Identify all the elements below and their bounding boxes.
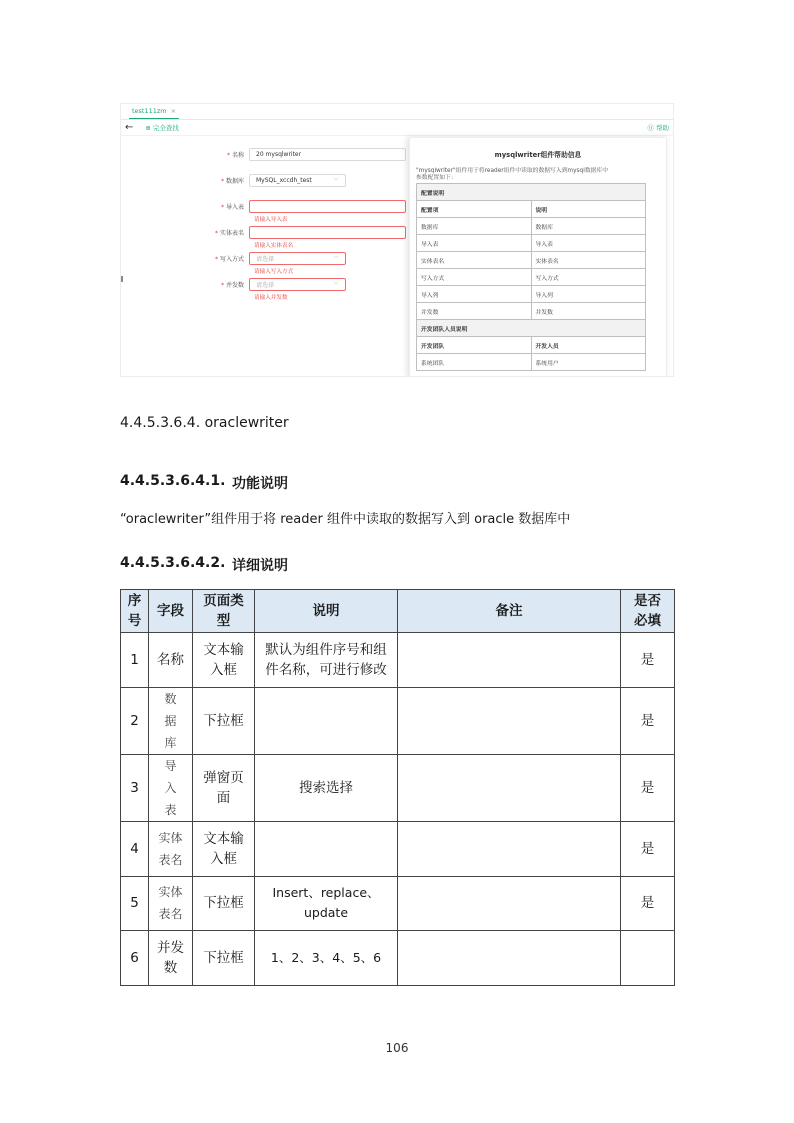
cell-required: 是 xyxy=(621,687,675,754)
header-cell: 是否必填 xyxy=(621,590,675,633)
tab-label: test111zm xyxy=(132,107,167,115)
write-mode-select[interactable]: 请选择 ﹀ xyxy=(249,252,346,265)
subsection-heading-function xyxy=(120,473,288,493)
cell-desc: 默认为组件序号和组件名称，可进行修改 xyxy=(255,633,398,688)
form-row-name: * 名称 20 mysqlwriter xyxy=(121,148,406,161)
header-cell: 序号 xyxy=(121,590,149,633)
chevron-down-icon: ﹀ xyxy=(332,178,339,185)
import-table-error: 请输入导入表 xyxy=(254,217,288,223)
cell-no: 4 xyxy=(121,821,149,876)
help-cell: 并发数 xyxy=(417,303,532,320)
help-cell: 并发数 xyxy=(531,303,646,320)
section-heading: 4.4.5.3.6.4. oraclewriter xyxy=(120,415,289,431)
chevron-down-icon: ﹀ xyxy=(332,282,339,289)
cell-required: 是 xyxy=(621,821,675,876)
heading-text: 功能说明 xyxy=(232,476,288,492)
cell-type: 文本输入框 xyxy=(193,821,255,876)
cell-note xyxy=(398,754,621,821)
table-header-row xyxy=(121,590,675,633)
table-row xyxy=(121,687,675,754)
write-mode-error: 请输入写入方式 xyxy=(254,269,294,275)
table-row xyxy=(121,821,675,876)
import-table-input[interactable] xyxy=(249,200,406,213)
cell-field: 实体表名 xyxy=(149,876,193,931)
help-panel-title: mysqlwriter组件帮助信息 xyxy=(494,151,582,159)
help-cell: 导入表 xyxy=(417,235,532,252)
table-row xyxy=(121,876,675,931)
cell-note xyxy=(398,687,621,754)
help-panel xyxy=(409,137,667,377)
cell-type: 下拉框 xyxy=(193,687,255,754)
heading-text: 详细说明 xyxy=(232,558,288,574)
cell-desc xyxy=(255,687,398,754)
help-cell: 系统用户 xyxy=(531,354,646,371)
form-row-database: * 数据库 MySQL_xccdh_test ﹀ xyxy=(121,174,346,187)
field-label: 数据库 xyxy=(225,178,244,185)
tab-bar xyxy=(121,104,673,120)
heading-number: 4.4.5.3.6.4.2. xyxy=(120,555,226,571)
help-cell: 系统团队 xyxy=(417,354,532,371)
table-row xyxy=(121,633,675,688)
chevron-down-icon: ﹀ xyxy=(332,256,339,263)
cell-field: 实体表名 xyxy=(149,821,193,876)
cell-required xyxy=(621,931,675,986)
field-label: 名称 xyxy=(231,152,244,159)
field-label: 导入表 xyxy=(225,204,244,211)
save-button[interactable]: ⊕ 完全查找 xyxy=(145,124,179,132)
help-cell: 导入列 xyxy=(417,286,532,303)
form-row-write-mode: * 写入方式 请选择 ﹀ xyxy=(121,252,346,265)
cell-required: 是 xyxy=(621,754,675,821)
function-description: “oraclewriter”组件用于将 reader 组件中读取的数据写入到 oracle 数据库中 xyxy=(120,512,571,527)
cell-type: 弹窗页面 xyxy=(193,754,255,821)
form-row-import-table: * 导入表 xyxy=(121,200,406,213)
cell-desc: 搜索选择 xyxy=(255,754,398,821)
help-desc: "mysqlwriter"组件用于将reader组件中读取的数据写入到mysql数据库中 xyxy=(416,168,609,174)
table-row xyxy=(121,754,675,821)
field-label: 写入方式 xyxy=(219,256,244,263)
heading-number: 4.4.5.3.6.4.1. xyxy=(120,473,226,489)
tab-test111zm[interactable] xyxy=(129,107,179,119)
help-cell: 开发团队 xyxy=(417,337,532,354)
entity-table-error: 请输入实体表名 xyxy=(254,243,294,249)
help-cell: 实体表名 xyxy=(531,252,646,269)
cell-desc xyxy=(255,821,398,876)
cell-field: 导入表 xyxy=(149,754,193,821)
cell-required: 是 xyxy=(621,633,675,688)
subsection-heading-detail xyxy=(120,555,288,575)
cell-desc: Insert、replace、update xyxy=(255,876,398,931)
field-label: 并发数 xyxy=(225,282,244,289)
help-cell: 数据库 xyxy=(531,218,646,235)
detail-spec-table xyxy=(120,589,675,986)
toolbar xyxy=(121,120,673,136)
header-cell: 字段 xyxy=(149,590,193,633)
table-row xyxy=(121,931,675,986)
cell-field: 名称 xyxy=(149,633,193,688)
help-cell: 开发人员 xyxy=(531,337,646,354)
help-config-table xyxy=(416,183,646,371)
header-cell: 说明 xyxy=(255,590,398,633)
cell-field: 数据库 xyxy=(149,687,193,754)
help-cell: 写入方式 xyxy=(417,269,532,286)
help-desc-params: 参数配置如下： xyxy=(416,175,457,181)
cell-type: 文本输入框 xyxy=(193,633,255,688)
cell-note xyxy=(398,876,621,931)
cell-note xyxy=(398,633,621,688)
cell-required: 是 xyxy=(621,876,675,931)
help-cell: 实体表名 xyxy=(417,252,532,269)
cell-type: 下拉框 xyxy=(193,876,255,931)
embedded-screenshot xyxy=(120,103,674,377)
cell-note xyxy=(398,821,621,876)
close-icon[interactable]: × xyxy=(170,107,177,115)
cell-note xyxy=(398,931,621,986)
help-cell: 数据库 xyxy=(417,218,532,235)
page-number: 106 xyxy=(385,1041,409,1055)
cell-type: 下拉框 xyxy=(193,931,255,986)
concurrency-select[interactable]: 请选择 ﹀ xyxy=(249,278,346,291)
help-button[interactable]: ⓪ 帮助 xyxy=(647,124,669,132)
back-arrow-icon[interactable]: ← xyxy=(125,122,134,133)
field-label: 实体表名 xyxy=(219,230,244,237)
database-select[interactable]: MySQL_xccdh_test ﹀ xyxy=(249,174,346,187)
cell-no: 1 xyxy=(121,633,149,688)
concurrency-error: 请输入并发数 xyxy=(254,295,288,301)
cell-no: 5 xyxy=(121,876,149,931)
cell-no: 6 xyxy=(121,931,149,986)
help-section-config: 配置说明 xyxy=(417,184,646,201)
name-input[interactable]: 20 mysqlwriter xyxy=(249,148,406,161)
form-row-concurrency: * 并发数 请选择 ﹀ xyxy=(121,278,346,291)
form-row-entity-table: * 实体表名 xyxy=(121,226,406,239)
help-cell: 导入列 xyxy=(531,286,646,303)
help-cell: 导入表 xyxy=(531,235,646,252)
help-section-team: 开发团队人员说明 xyxy=(417,320,646,337)
cell-no: 3 xyxy=(121,754,149,821)
cell-field: 并发数 xyxy=(149,931,193,986)
help-header-cell: 说明 xyxy=(531,201,646,218)
help-cell: 写入方式 xyxy=(531,269,646,286)
help-header-cell: 配置项 xyxy=(417,201,532,218)
header-cell: 备注 xyxy=(398,590,621,633)
entity-table-input[interactable] xyxy=(249,226,406,239)
cell-no: 2 xyxy=(121,687,149,754)
header-cell: 页面类型 xyxy=(193,590,255,633)
cell-desc: 1、2、3、4、5、6 xyxy=(255,931,398,986)
